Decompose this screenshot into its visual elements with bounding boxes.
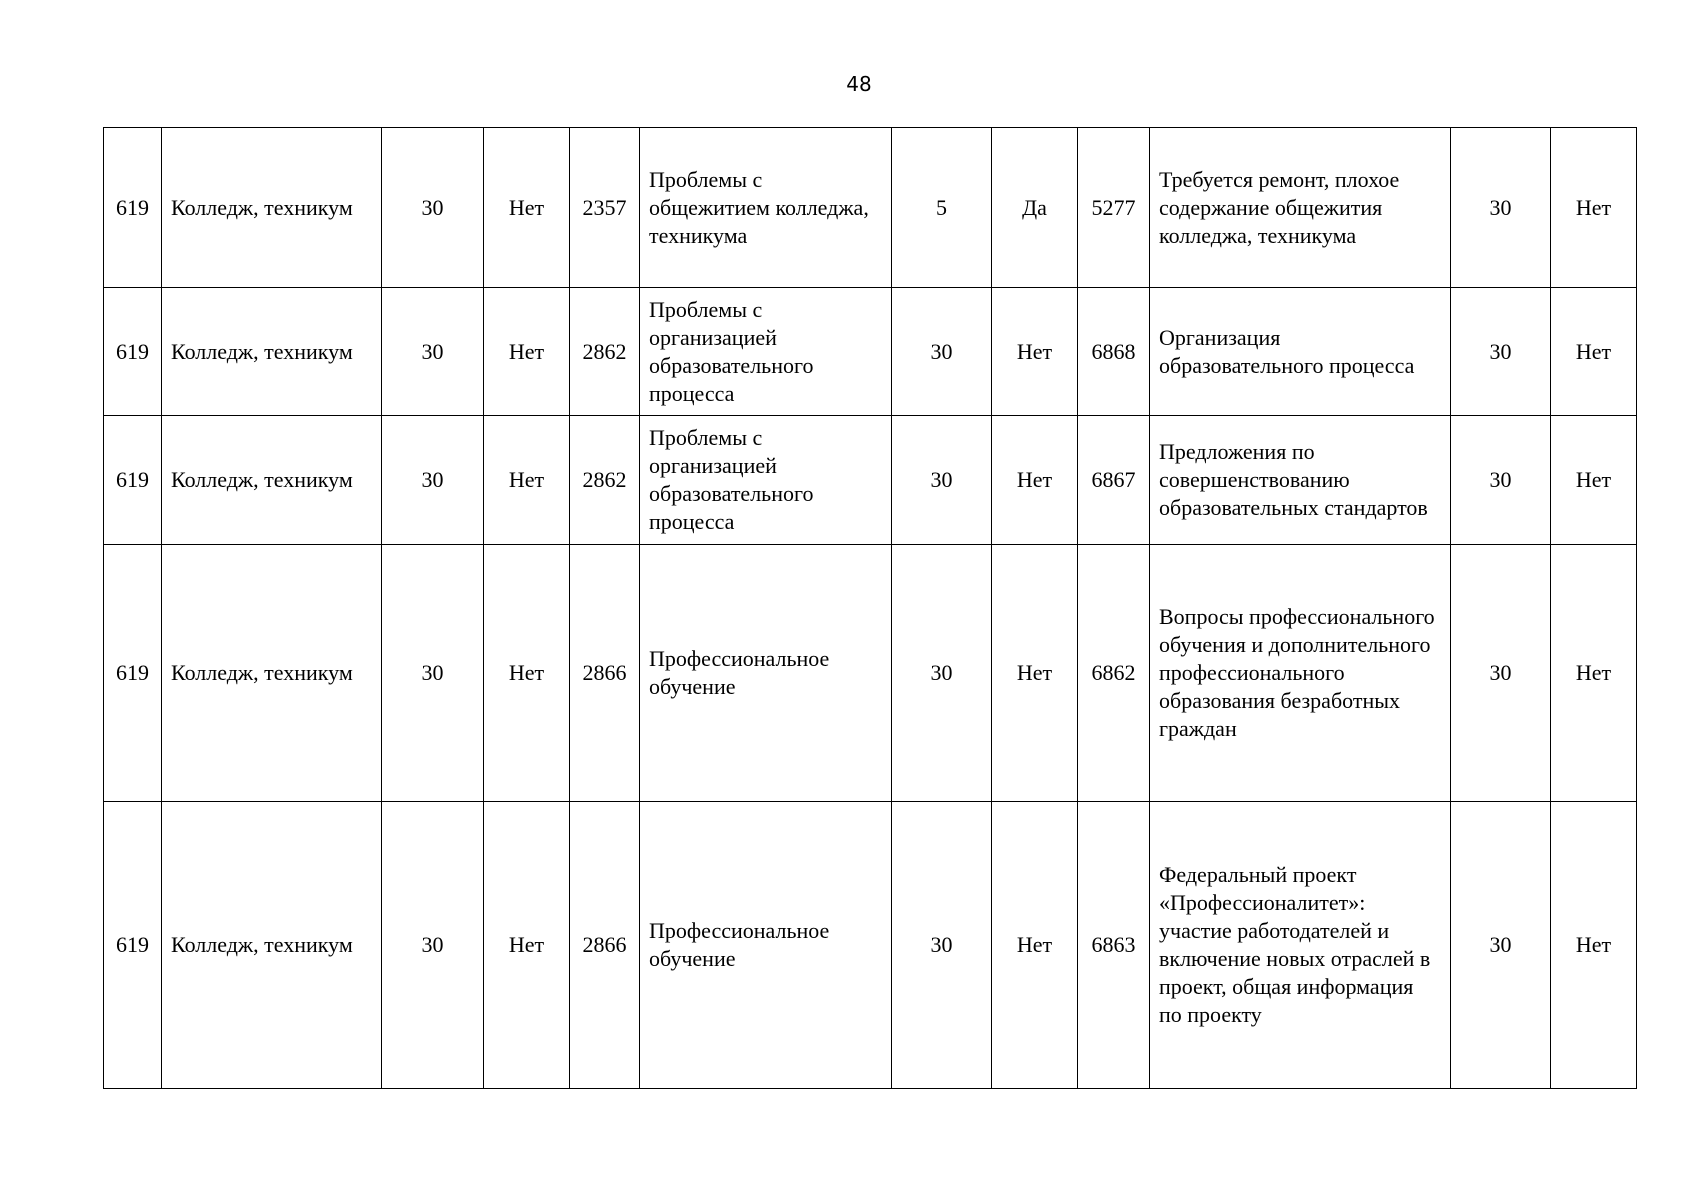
table-cell: Нет [992, 288, 1078, 416]
table-cell: Требуется ремонт, плохое содержание общежития колледжа, техникума [1150, 128, 1451, 288]
table-cell: 5 [892, 128, 992, 288]
table-cell: 30 [892, 802, 992, 1089]
table-cell: 30 [1451, 416, 1551, 545]
table-cell: Нет [1551, 545, 1637, 802]
table-cell: 30 [1451, 802, 1551, 1089]
table-cell: 30 [1451, 288, 1551, 416]
table-row [104, 416, 1637, 545]
table-cell: 2357 [570, 128, 640, 288]
table-cell: Профессиональное обучение [640, 802, 892, 1089]
table-cell: Нет [484, 128, 570, 288]
table-cell: 30 [892, 416, 992, 545]
table-cell: 6862 [1078, 545, 1150, 802]
table-cell: Предложения по совершенствованию образовательных стандартов [1150, 416, 1451, 545]
table-cell: Нет [484, 802, 570, 1089]
table-row [104, 545, 1637, 802]
table-cell: 30 [382, 288, 484, 416]
table-cell: 619 [104, 288, 162, 416]
table-cell: Федеральный проект «Профессионалитет»: участие работодателей и включение новых отраслей в проект, общая информация по проекту [1150, 802, 1451, 1089]
table-cell: Проблемы с организацией образовательного процесса [640, 416, 892, 545]
table-cell: 5277 [1078, 128, 1150, 288]
table-cell: Нет [992, 802, 1078, 1089]
table-cell: 6863 [1078, 802, 1150, 1089]
table-cell: Колледж, техникум [162, 802, 382, 1089]
table-cell: Нет [484, 288, 570, 416]
table-cell: Профессиональное обучение [640, 545, 892, 802]
table-cell: Нет [1551, 416, 1637, 545]
table-row [104, 128, 1637, 288]
table-cell: 30 [892, 545, 992, 802]
table-cell: 2862 [570, 416, 640, 545]
table-row [104, 802, 1637, 1089]
table-cell: 30 [1451, 545, 1551, 802]
table-cell: Нет [992, 545, 1078, 802]
table-cell: 30 [382, 128, 484, 288]
page-number: 48 [846, 72, 872, 96]
table-cell: Нет [1551, 288, 1637, 416]
table-cell: Вопросы профессионального обучения и дополнительного профессионального образования безработных граждан [1150, 545, 1451, 802]
table-cell: 6868 [1078, 288, 1150, 416]
table-cell: Организация образовательного процесса [1150, 288, 1451, 416]
data-table [103, 127, 1637, 1089]
table-cell: 2866 [570, 802, 640, 1089]
table-cell: 2866 [570, 545, 640, 802]
table-cell: Колледж, техникум [162, 288, 382, 416]
table-cell: Нет [992, 416, 1078, 545]
table-cell: Колледж, техникум [162, 416, 382, 545]
table-cell: Проблемы с общежитием колледжа, техникума [640, 128, 892, 288]
table-cell: Нет [1551, 128, 1637, 288]
table-cell: Проблемы с организацией образовательного процесса [640, 288, 892, 416]
table-cell: 2862 [570, 288, 640, 416]
table-cell: 30 [382, 416, 484, 545]
table-cell: Да [992, 128, 1078, 288]
table-cell: Нет [1551, 802, 1637, 1089]
table-cell: 619 [104, 545, 162, 802]
table-cell: 30 [382, 802, 484, 1089]
table-row [104, 288, 1637, 416]
table-cell: 619 [104, 128, 162, 288]
table-cell: Колледж, техникум [162, 128, 382, 288]
table-cell: 619 [104, 802, 162, 1089]
table-cell: 30 [382, 545, 484, 802]
table-cell: 6867 [1078, 416, 1150, 545]
table-cell: Нет [484, 545, 570, 802]
table-cell: 619 [104, 416, 162, 545]
table-cell: 30 [892, 288, 992, 416]
table-cell: Колледж, техникум [162, 545, 382, 802]
table-cell: Нет [484, 416, 570, 545]
table-cell: 30 [1451, 128, 1551, 288]
